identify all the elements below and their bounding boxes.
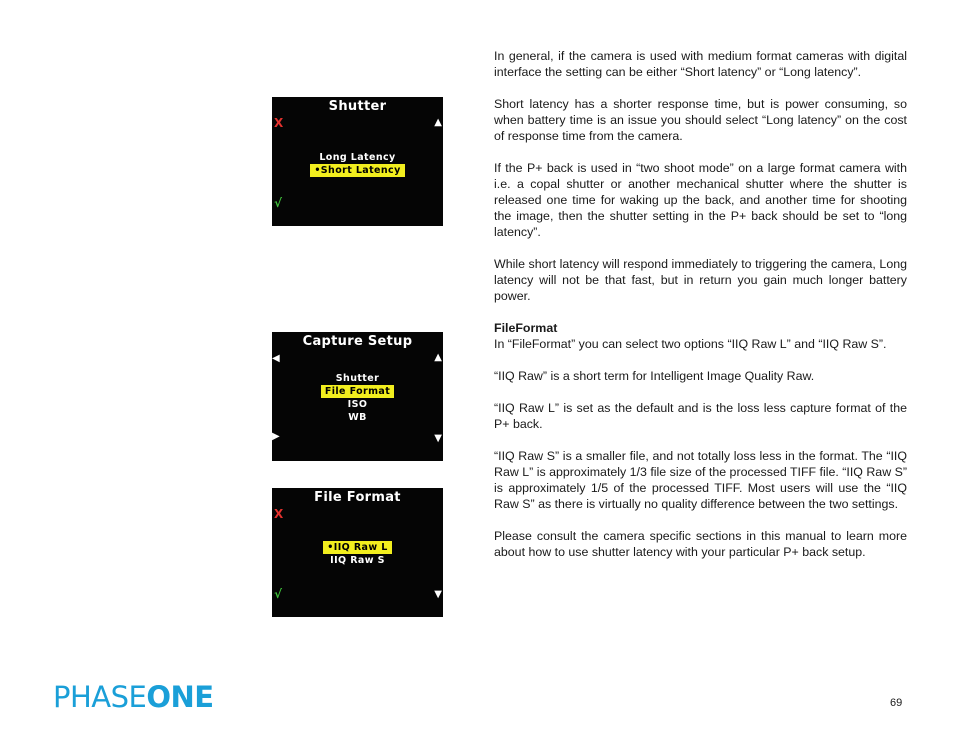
paragraph: Short latency has a shorter response time, but is power consuming, so when battery time is an issue you should select “Long latency” on the cost of response time from the camera.: [494, 97, 907, 143]
menu-item-file-format: File Format: [272, 385, 443, 398]
cancel-x-icon: X: [274, 116, 284, 130]
file-format-screen: [272, 488, 443, 617]
confirm-check-icon: √: [274, 587, 283, 601]
screen-title: Capture Setup: [302, 334, 413, 349]
right-arrow-icon: ▶: [272, 431, 280, 442]
section-heading: FileFormat: [494, 321, 558, 335]
down-arrow-icon: ▼: [434, 433, 442, 444]
screen-title: File Format: [314, 490, 401, 505]
cancel-x-icon: X: [274, 507, 284, 521]
left-arrow-icon: ◀: [272, 353, 280, 364]
paragraph: “IIQ Raw” is a short term for Intelligent Image Quality Raw.: [494, 369, 815, 383]
menu-item-iso: ISO: [347, 399, 368, 410]
down-arrow-icon: ▼: [434, 589, 442, 600]
logo-light-text: PHASE: [53, 680, 147, 714]
paragraph: Please consult the camera specific sections in this manual to learn more about how to use shutter latency with your particular P+ back setup.: [494, 529, 907, 559]
shutter-screen: [272, 97, 443, 226]
menu-item-iiq-raw-s: IIQ Raw S: [330, 555, 385, 566]
menu-item-long-latency: Long Latency: [319, 152, 396, 163]
paragraph: While short latency will respond immediately to triggering the camera, Long latency will not be that fast, but in return you gain much longer battery power.: [494, 257, 907, 303]
paragraph: “IIQ Raw S” is a smaller file, and not totally loss less in the format. The “IIQ Raw L” is approximately 1/3 file size of the processed TIFF file. “IIQ Raw S” is approximately 1/5 of the processed TIFF. Most users will use the “IIQ Raw S” as there is virtually no quality difference between the two settings.: [494, 449, 907, 511]
paragraph: If the P+ back is used in “two shoot mode” on a large format camera with i.e. a copal shutter or another mechanical shutter where the shutter is released one time for waking up the back, and another time for shooting the image, then the shutter setting in the P+ back should be set to “long latency”.: [494, 161, 907, 239]
paragraph: In general, if the camera is used with medium format cameras with digital interface the setting can be either “Short latency” or “Long latency”.: [494, 49, 907, 79]
paragraph: “IIQ Raw L” is set as the default and is the loss less capture format of the P+ back.: [494, 401, 907, 431]
menu-item-iiq-raw-l: •IIQ Raw L: [272, 541, 443, 554]
body-text: [494, 48, 907, 576]
menu-item-short-latency: •Short Latency: [272, 164, 443, 177]
capture-setup-screen: [272, 332, 443, 461]
logo-bold-text: ONE: [146, 680, 214, 714]
page-number: 69: [890, 697, 903, 709]
phase-one-logo: [53, 680, 214, 714]
file-format-menu: [272, 541, 443, 567]
menu-item-shutter: Shutter: [335, 373, 380, 384]
up-arrow-icon: ▲: [434, 352, 442, 363]
capture-setup-menu: [272, 372, 443, 424]
confirm-check-icon: √: [274, 196, 283, 210]
up-arrow-icon: ▲: [434, 117, 442, 128]
screen-title: Shutter: [328, 99, 387, 114]
shutter-menu: [272, 151, 443, 177]
paragraph: In “FileFormat” you can select two options “IIQ Raw L” and “IIQ Raw S”.: [494, 337, 887, 351]
menu-item-wb: WB: [348, 412, 367, 423]
